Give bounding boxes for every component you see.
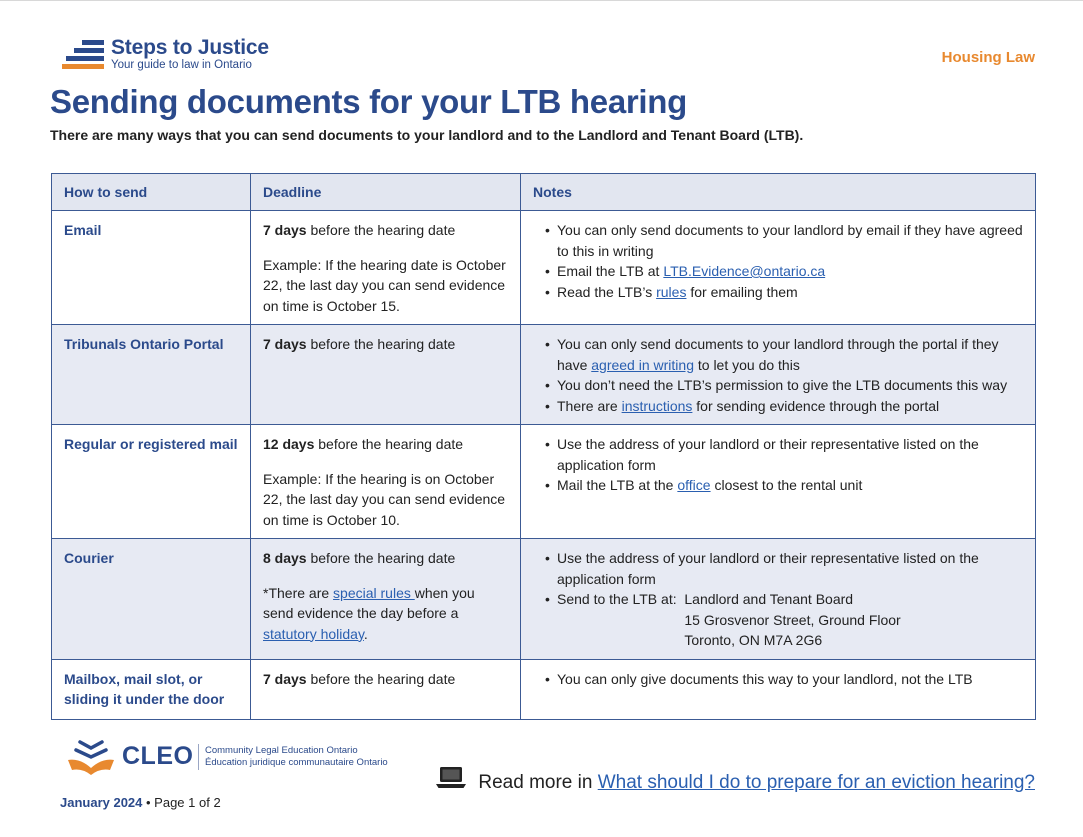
note-item: • Email the LTB at LTB.Evidence@ontario.ca [545, 261, 1023, 282]
note-item: • Read the LTB’s rules for emailing them [545, 282, 1023, 303]
note-item: • There are instructions for sending evidence through the portal [545, 396, 1023, 417]
methods-table [51, 173, 1036, 720]
deadline-days: 7 days [263, 670, 307, 687]
instructions-link[interactable]: instructions [621, 397, 693, 414]
intro-text: There are many ways that you can send documents to your landlord and to the Landlord and Tenant Board (LTB). [50, 127, 804, 143]
cleo-wordmark: CLEO [122, 742, 194, 770]
table-row-portal [52, 325, 1036, 425]
category-label: Housing Law [941, 49, 1035, 66]
rules-link[interactable]: rules [656, 283, 687, 300]
special-rules-link[interactable]: special rules [333, 584, 415, 601]
deadline-example: Example: If the hearing date is October 22, the last day you can send evidence on time is October 15. [263, 256, 506, 314]
table-header-row [52, 174, 1036, 211]
method-mailbox: Mailbox, mail slot, or sliding it under the door [52, 659, 251, 719]
notes-email [521, 211, 1036, 325]
deadline-text: before the hearing date [306, 550, 456, 566]
notes-portal [521, 325, 1036, 425]
note-item [545, 589, 1023, 651]
agreed-in-writing-link[interactable]: agreed in writing [591, 356, 694, 373]
footer-month: January 2024 [60, 795, 143, 810]
cleo-divider [198, 744, 199, 770]
statutory-holiday-link[interactable]: statutory holiday [263, 625, 364, 642]
table-row-courier [52, 539, 1036, 660]
page-title: Sending documents for your LTB hearing [50, 83, 688, 120]
cleo-book-icon [66, 738, 116, 776]
eviction-hearing-link[interactable]: What should I do to prepare for an eviction hearing? [597, 772, 1035, 793]
deadline-mail [251, 425, 521, 539]
read-more-prefix: Read more in [478, 772, 598, 793]
note-item: • Use the address of your landlord or their representative listed on the application form [545, 434, 1023, 475]
steps-logo-icon [62, 38, 108, 72]
footer-date [60, 795, 221, 810]
ltb-email-link[interactable]: LTB.Evidence@ontario.ca [663, 263, 826, 279]
top-rule [0, 0, 1083, 1]
deadline-text: before the hearing date [306, 336, 456, 352]
deadline-mailbox [251, 659, 521, 719]
note-item: • Mail the LTB at the office closest to the rental unit [545, 475, 1023, 496]
deadline-days: 7 days [263, 336, 307, 352]
brand-name: Steps to Justice [111, 36, 269, 59]
note-item: • You can only send documents to your landlord by email if they have agreed to this in writing [545, 220, 1023, 261]
deadline-days: 7 days [263, 222, 307, 238]
laptop-icon [436, 766, 466, 790]
deadline-text: before the hearing date [314, 436, 464, 452]
deadline-text: before the hearing date [306, 670, 456, 687]
table-row-email [52, 211, 1036, 325]
method-email: Email [52, 211, 251, 325]
deadline-text: before the hearing date [306, 222, 456, 238]
note-item: • Use the address of your landlord or their representative listed on the application form [545, 548, 1023, 589]
note-item: • You can only give documents this way to your landlord, not the LTB [545, 669, 1023, 690]
deadline-days: 8 days [263, 550, 307, 566]
notes-mailbox [521, 659, 1036, 719]
deadline-courier [251, 539, 521, 660]
deadline-example: Example: If the hearing is on October 22, the last day you can send evidence on time is October 10. [263, 470, 506, 528]
note-item: • You don’t need the LTB’s permission to give the LTB documents this way [545, 375, 1023, 396]
notes-courier [521, 539, 1036, 660]
read-more [436, 766, 1035, 794]
ltb-address: Landlord and Tenant Board 15 Grosvenor Street, Ground Floor Toronto, ON M7A 2G6 [684, 591, 901, 648]
method-mail: Regular or registered mail [52, 425, 251, 539]
deadline-note: *There are special rules when you send evidence the day before a statutory holiday. [263, 584, 475, 642]
notes-mail [521, 425, 1036, 539]
cleo-name-fr: Éducation juridique communautaire Ontario [205, 757, 388, 768]
page-number: • Page 1 of 2 [142, 795, 221, 810]
column-header-deadline: Deadline [251, 174, 521, 211]
deadline-portal [251, 325, 521, 425]
table-row-mail [52, 425, 1036, 539]
send-to-label: Send to the LTB at: [557, 591, 677, 607]
column-header-notes: Notes [521, 174, 1036, 211]
cleo-name-en: Community Legal Education Ontario [205, 745, 358, 756]
deadline-days: 12 days [263, 436, 315, 452]
note-item: • You can only send documents to your landlord through the portal if they have agreed in writing to let you do this [545, 334, 1023, 375]
office-link[interactable]: office [677, 477, 711, 493]
method-courier: Courier [52, 539, 251, 660]
column-header-how: How to send [52, 174, 251, 211]
method-portal: Tribunals Ontario Portal [52, 325, 251, 425]
brand-tagline: Your guide to law in Ontario [111, 59, 252, 71]
deadline-email [251, 211, 521, 325]
table-row-mailbox [52, 659, 1036, 719]
